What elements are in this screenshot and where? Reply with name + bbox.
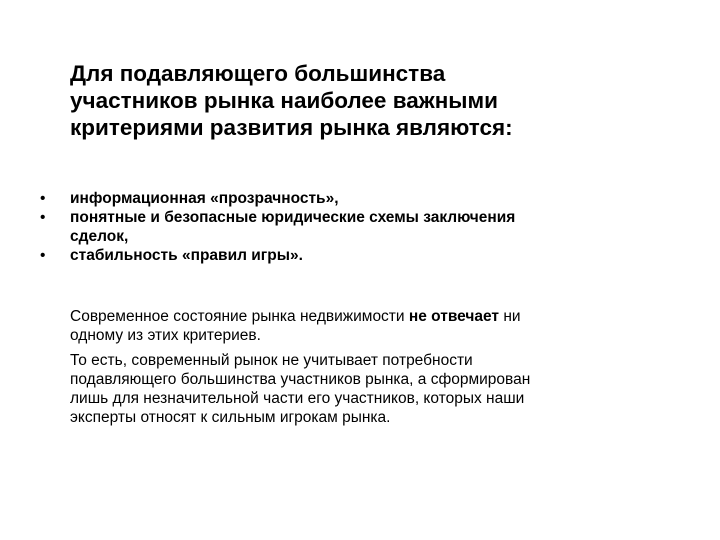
bullet-marker: • <box>40 190 46 207</box>
list-item-text: понятные и безопасные юридические схемы заключения <box>70 209 516 226</box>
criteria-list <box>36 189 676 265</box>
bullet-marker: • <box>40 247 46 264</box>
title-line: критериями развития рынка являются: <box>70 115 513 140</box>
paragraph-line: эксперты относят к сильным игрокам рынка. <box>70 409 391 426</box>
paragraph-text: ни <box>499 308 521 325</box>
list-item <box>36 189 676 208</box>
paragraph-text: Современное состояние рынка недвижимости <box>70 308 409 325</box>
paragraph-line: одному из этих критериев. <box>70 327 261 344</box>
paragraph-line: лишь для незначительной части его участников, которых наши <box>70 390 525 407</box>
list-item-text: сделок, <box>70 228 129 245</box>
list-item <box>36 246 676 265</box>
paragraph-line: подавляющего большинства участников рынка, а сформирован <box>70 371 531 388</box>
title-line: участников рынка наиболее важными <box>70 88 498 113</box>
paragraph-assessment <box>70 307 690 345</box>
paragraph-line: То есть, современный рынок не учитывает потребности <box>70 352 473 369</box>
title-line: Для подавляющего большинства <box>70 61 446 86</box>
paragraph-conclusion <box>70 351 690 427</box>
list-item <box>36 208 676 246</box>
body-text <box>70 307 690 433</box>
list-item-text: стабильность «правил игры». <box>70 247 303 264</box>
list-item-text: информационная «прозрачность», <box>70 190 339 207</box>
emphasis-text: не отвечает <box>408 308 500 325</box>
paragraph-line <box>70 307 690 326</box>
bullet-marker: • <box>40 209 46 226</box>
slide-title <box>70 60 690 141</box>
